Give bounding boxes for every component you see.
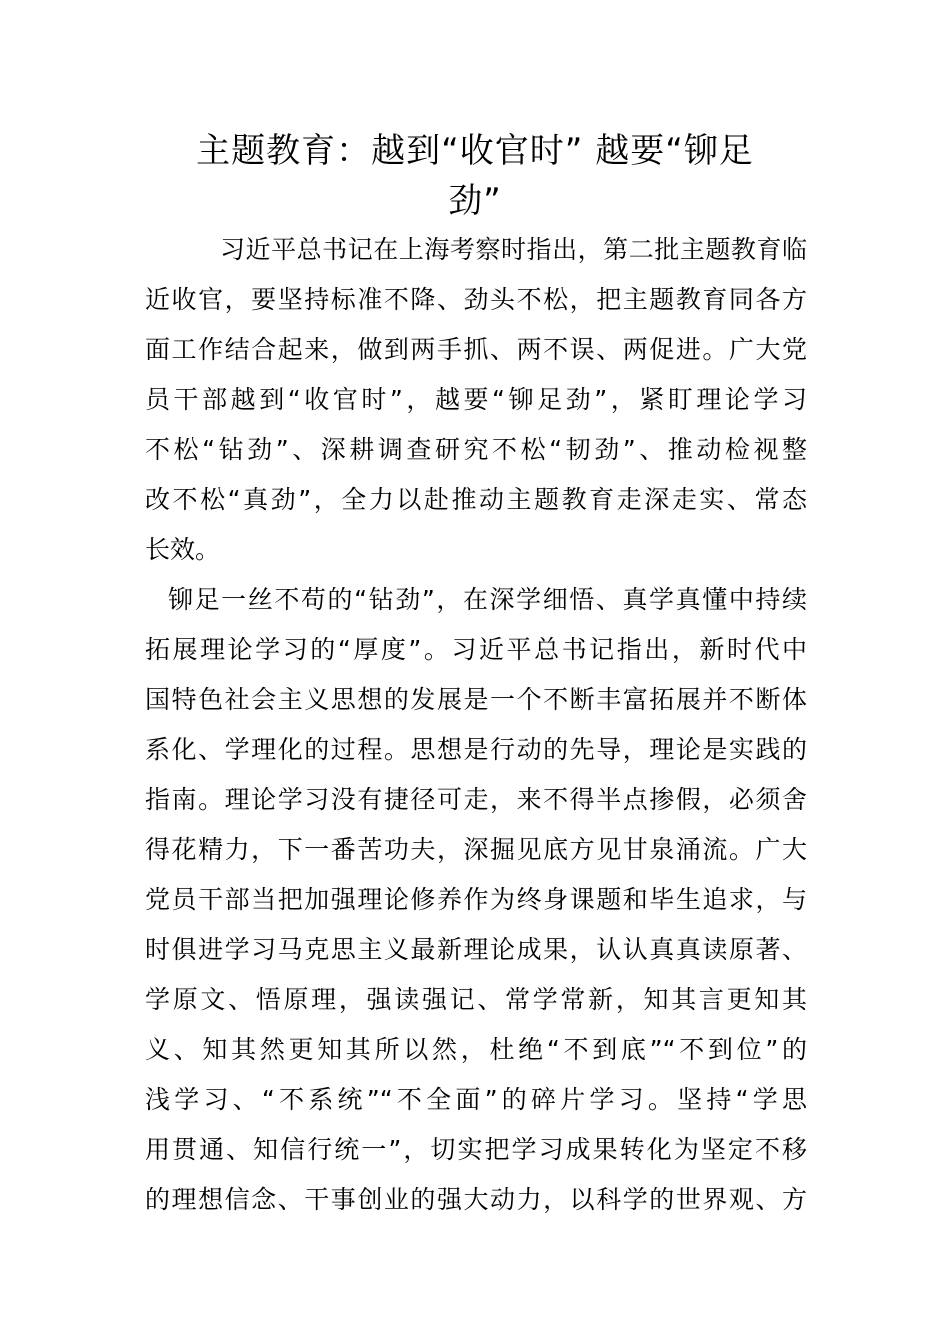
paragraph-2-line-3: 国特色社会主义思想的发展是一个不断丰富拓展并不断体 <box>145 685 807 714</box>
paragraph-2-line-13: 的理想信念、干事创业的强大动力，以科学的世界观、方 <box>145 1185 807 1214</box>
paragraph-2-line-6: 得花精力，下一番苦功夫，深掘见底方见甘泉涌流。广大 <box>145 835 807 864</box>
paragraph-2-line-4: 系化、学理化的过程。思想是行动的先导，理论是实践的 <box>145 735 807 764</box>
paragraph-1-line-7: 长效。 <box>145 535 221 564</box>
document-title-line-1: 主题教育：越到“收官时” 越要“铆足 <box>196 131 754 171</box>
document-title-line-2: 劲” <box>448 181 502 221</box>
paragraph-2-line-10: 义、知其然更知其所以然，杜绝“不到底”“不到位”的 <box>145 1035 807 1064</box>
paragraph-1-line-3: 面工作结合起来，做到两手抓、两不误、两促进。广大党 <box>145 335 807 364</box>
paragraph-2-line-5: 指南。理论学习没有捷径可走，来不得半点掺假，必须舍 <box>145 785 807 814</box>
paragraph-2-line-9: 学原文、悟原理，强读强记、常学常新，知其言更知其 <box>145 985 807 1014</box>
paragraph-2-line-7: 党员干部当把加强理论修养作为终身课题和毕生追求，与 <box>145 885 807 914</box>
paragraph-2-line-8: 时俱进学习马克思主义最新理论成果，认认真真读原著、 <box>145 935 807 964</box>
paragraph-1-line-6: 改不松“真劲”，全力以赴推动主题教育走深走实、常态 <box>145 485 807 514</box>
paragraph-1-line-2: 近收官，要坚持标准不降、劲头不松，把主题教育同各方 <box>145 285 807 314</box>
paragraph-2-line-2: 拓展理论学习的“厚度”。习近平总书记指出，新时代中 <box>145 635 807 664</box>
paragraph-2-line-11: 浅学习、“不系统”“不全面”的碎片学习。坚持“学思 <box>145 1085 807 1114</box>
paragraph-1-line-1: 习近平总书记在上海考察时指出，第二批主题教育临 <box>220 235 807 264</box>
paragraph-1-line-4: 员干部越到“收官时”，越要“铆足劲”，紧盯理论学习 <box>145 385 807 414</box>
paragraph-2-line-12: 用贯通、知信行统一”，切实把学习成果转化为坚定不移 <box>145 1135 807 1164</box>
paragraph-1-line-5: 不松“钻劲”、深耕调查研究不松“韧劲”、推动检视整 <box>145 435 807 464</box>
paragraph-2-line-1: 铆足一丝不苟的“钻劲”，在深学细悟、真学真懂中持续 <box>168 585 807 614</box>
